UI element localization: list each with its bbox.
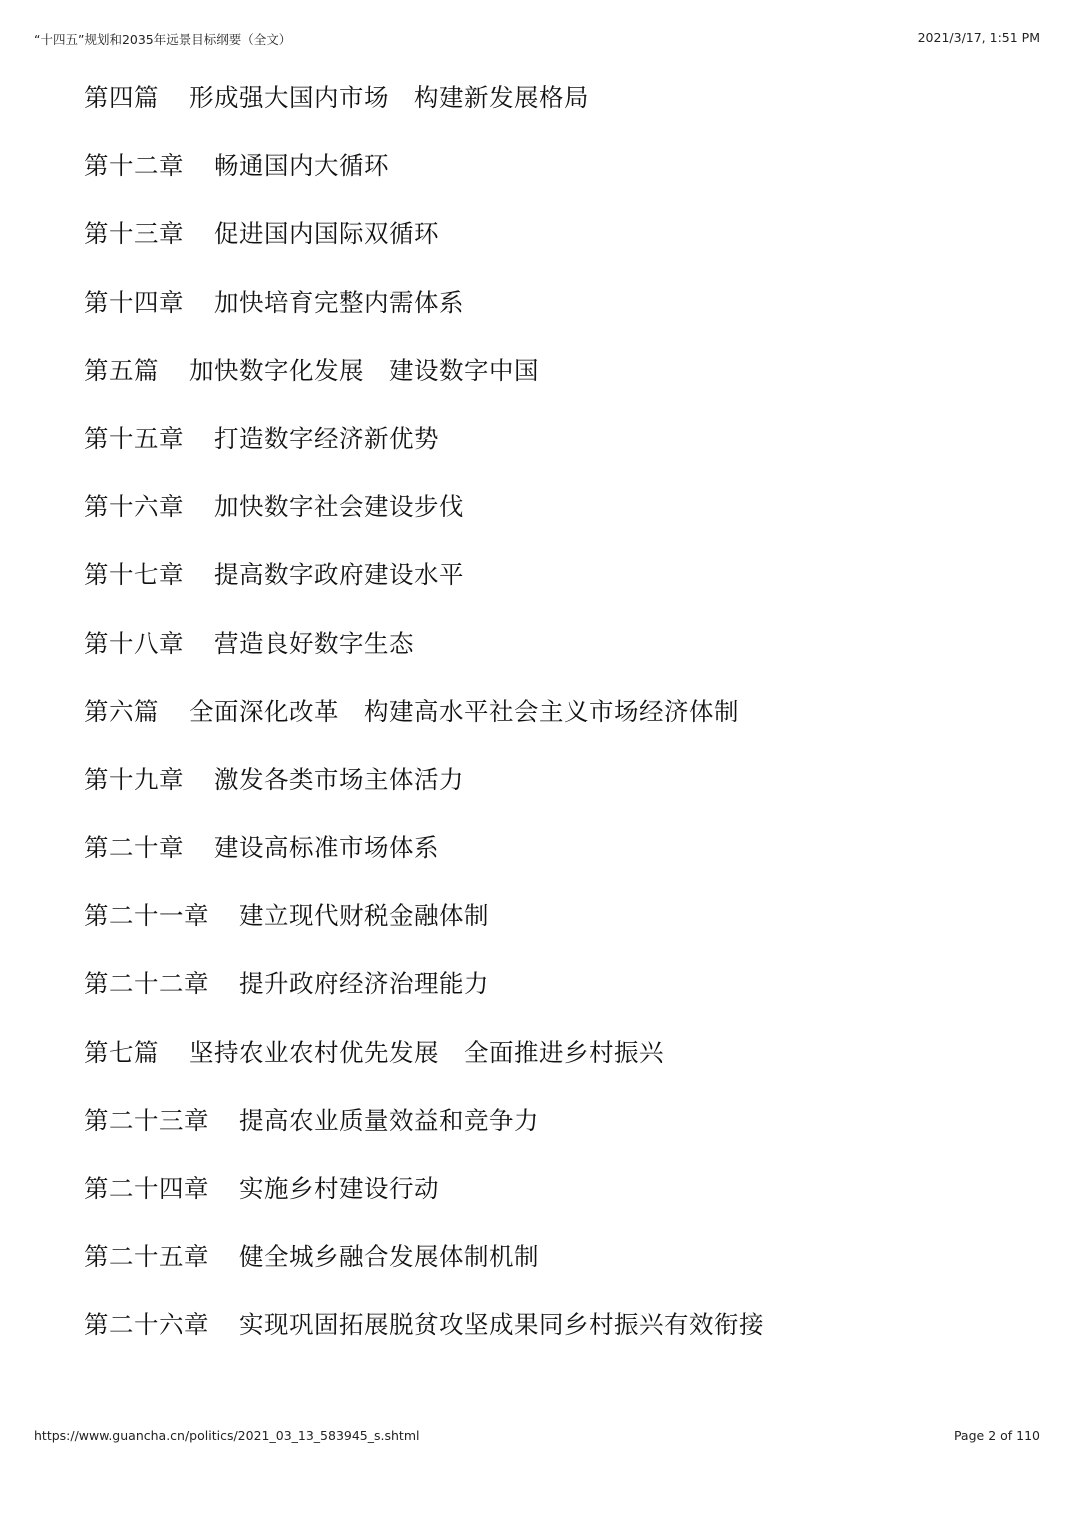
toc-chapter-20 xyxy=(84,829,1044,897)
toc-number: 第二十六章 xyxy=(84,1310,209,1340)
toc-part-6 xyxy=(84,693,1044,761)
toc-chapter-16 xyxy=(84,488,1044,556)
toc-number: 第二十三章 xyxy=(84,1105,209,1135)
toc-title: 建设高标准市场体系 xyxy=(214,833,439,863)
toc-chapter-15 xyxy=(84,420,1044,488)
toc-title: 健全城乡融合发展体制机制 xyxy=(239,1242,539,1272)
toc-chapter-12 xyxy=(84,147,1044,215)
document-title: “十四五”规划和2035年远景目标纲要（全文） xyxy=(34,32,292,47)
toc-number: 第二十一章 xyxy=(84,901,209,931)
toc-chapter-14 xyxy=(84,284,1044,352)
toc-title: 坚持农业农村优先发展 全面推进乡村振兴 xyxy=(189,1037,664,1067)
toc-number: 第二十五章 xyxy=(84,1242,209,1272)
toc-title: 建立现代财税金融体制 xyxy=(239,901,489,931)
toc-number: 第二十四章 xyxy=(84,1174,209,1203)
toc-number: 第十七章 xyxy=(84,560,184,590)
toc-number: 第二十二章 xyxy=(84,969,209,999)
toc-chapter-26 xyxy=(84,1306,1044,1374)
toc-title: 全面深化改革 构建高水平社会主义市场经济体制 xyxy=(189,696,739,726)
print-header xyxy=(34,30,1040,48)
toc-title: 畅通国内大循环 xyxy=(214,151,389,181)
toc-number: 第四篇 xyxy=(84,83,159,112)
toc-title: 实施乡村建设行动 xyxy=(239,1174,439,1203)
toc-number: 第十九章 xyxy=(84,764,184,794)
toc-number: 第六篇 xyxy=(84,696,159,726)
toc-number: 第十六章 xyxy=(84,492,184,522)
toc-number: 第五篇 xyxy=(84,355,159,385)
toc-title: 提升政府经济治理能力 xyxy=(239,969,489,999)
table-of-contents xyxy=(84,79,1044,1375)
toc-chapter-21 xyxy=(84,897,1044,965)
toc-chapter-24 xyxy=(84,1170,1044,1238)
toc-chapter-17 xyxy=(84,556,1044,624)
toc-number: 第二十章 xyxy=(84,833,184,863)
toc-chapter-19 xyxy=(84,761,1044,829)
toc-title: 激发各类市场主体活力 xyxy=(214,764,464,794)
toc-title: 提高农业质量效益和竞争力 xyxy=(239,1105,539,1135)
toc-title: 加快培育完整内需体系 xyxy=(214,287,464,317)
toc-number: 第十四章 xyxy=(84,287,184,317)
toc-title: 提高数字政府建设水平 xyxy=(214,560,464,590)
toc-chapter-13 xyxy=(84,215,1044,283)
toc-chapter-23 xyxy=(84,1102,1044,1170)
print-timestamp: 2021/3/17, 1:51 PM xyxy=(917,30,1040,45)
toc-number: 第十五章 xyxy=(84,423,184,453)
toc-part-7 xyxy=(84,1034,1044,1102)
toc-chapter-25 xyxy=(84,1238,1044,1306)
toc-chapter-18 xyxy=(84,625,1044,693)
toc-part-5 xyxy=(84,352,1044,420)
print-footer xyxy=(34,1428,1040,1446)
toc-title: 打造数字经济新优势 xyxy=(214,423,439,453)
toc-number: 第十三章 xyxy=(84,219,184,249)
toc-title: 加快数字化发展 建设数字中国 xyxy=(189,355,539,385)
toc-number: 第七篇 xyxy=(84,1037,159,1067)
toc-title: 实现巩固拓展脱贫攻坚成果同乡村振兴有效衔接 xyxy=(239,1310,764,1340)
toc-title: 形成强大国内市场 构建新发展格局 xyxy=(189,83,589,112)
source-url: https://www.guancha.cn/politics/2021_03_13_583945_s.shtml xyxy=(34,1428,420,1443)
toc-chapter-22 xyxy=(84,965,1044,1033)
page-indicator: Page 2 of 110 xyxy=(953,1428,1040,1443)
toc-title: 加快数字社会建设步伐 xyxy=(214,492,464,522)
toc-title: 营造良好数字生态 xyxy=(214,628,414,658)
toc-number: 第十八章 xyxy=(84,628,184,658)
toc-title: 促进国内国际双循环 xyxy=(214,219,439,249)
toc-part-4 xyxy=(84,79,1044,147)
toc-number: 第十二章 xyxy=(84,151,184,181)
